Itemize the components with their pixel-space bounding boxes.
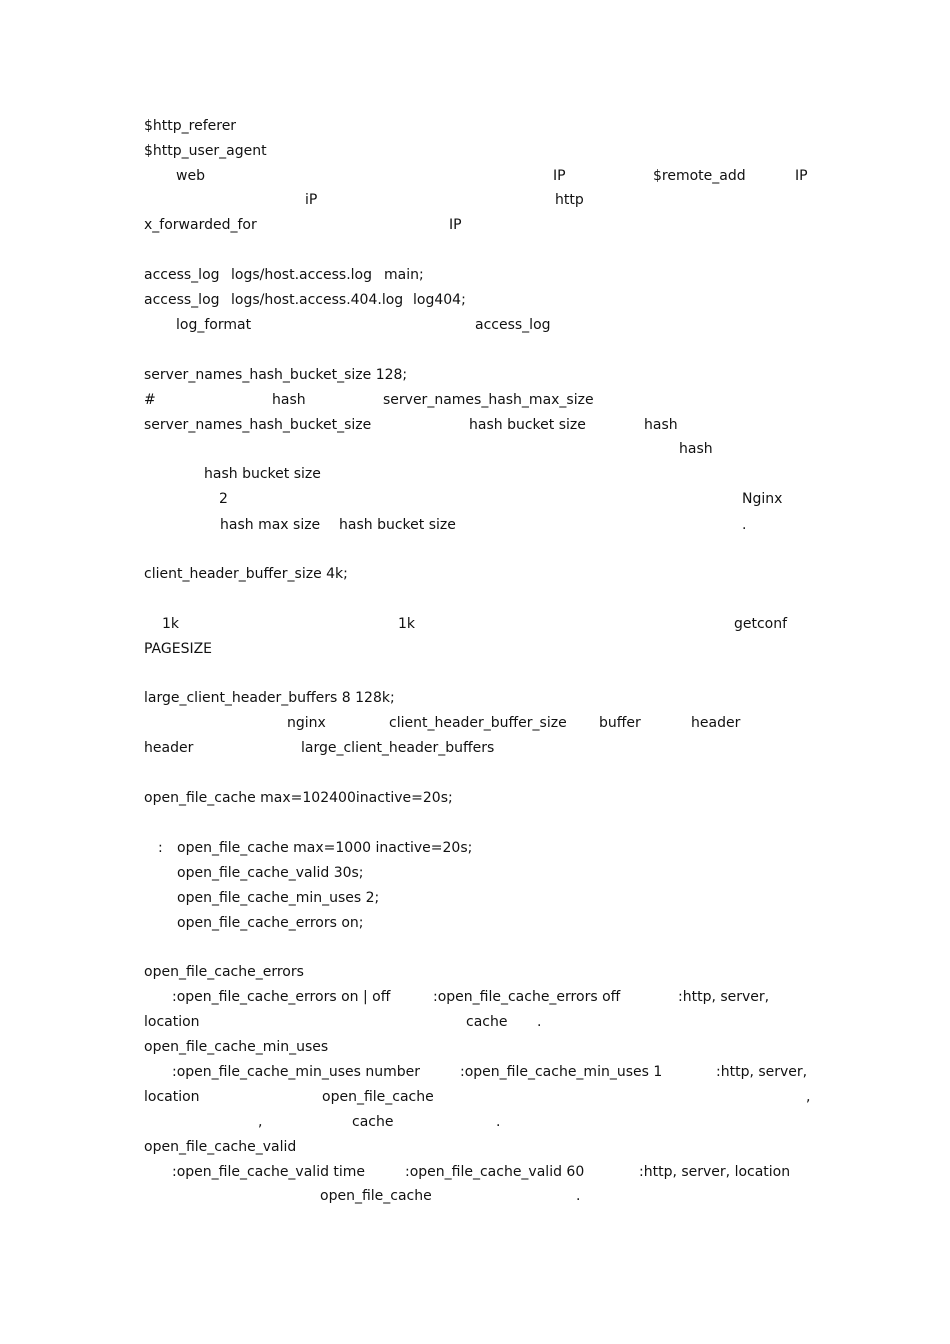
- doc-text: 1k: [398, 616, 416, 632]
- doc-text: cache: [466, 1014, 508, 1030]
- doc-text: log_format: [176, 317, 252, 333]
- doc-text: :open_file_cache_errors on | off: [172, 989, 391, 1005]
- doc-text: access_log: [144, 292, 220, 308]
- doc-text: .: [576, 1188, 581, 1204]
- doc-text: http: [555, 192, 584, 208]
- doc-text: $http_referer: [144, 118, 237, 134]
- doc-text: hash bucket size: [204, 466, 321, 482]
- doc-text: location: [144, 1014, 200, 1030]
- doc-text: cache: [352, 1114, 394, 1130]
- doc-text: hash: [644, 417, 678, 433]
- doc-text: open_file_cache_errors: [144, 964, 304, 980]
- doc-text: client_header_buffer_size 4k;: [144, 566, 348, 582]
- doc-text: open_file_cache max=1000 inactive=20s;: [177, 840, 473, 856]
- doc-text: $remote_add: [653, 168, 746, 184]
- doc-text: $http_user_agent: [144, 143, 267, 159]
- doc-text: large_client_header_buffers 8 128k;: [144, 690, 395, 706]
- doc-text: hash bucket size: [469, 417, 586, 433]
- doc-text: :open_file_cache_valid time: [172, 1164, 366, 1180]
- doc-text: header: [691, 715, 741, 731]
- doc-text: log404;: [413, 292, 466, 308]
- doc-text: logs/host.access.404.log: [231, 292, 404, 308]
- doc-text: :open_file_cache_min_uses 1: [460, 1064, 663, 1080]
- doc-text: nginx: [287, 715, 326, 731]
- doc-text: 2: [219, 491, 228, 507]
- doc-text: :http, server,: [716, 1064, 808, 1080]
- doc-text: web: [176, 168, 205, 184]
- doc-text: 1k: [162, 616, 180, 632]
- doc-text: open_file_cache_valid 30s;: [177, 865, 364, 881]
- doc-text: logs/host.access.log: [231, 267, 372, 283]
- doc-text: client_header_buffer_size: [389, 715, 567, 731]
- doc-text: main;: [384, 267, 424, 283]
- doc-text: IP: [795, 168, 808, 184]
- doc-text: .: [496, 1114, 501, 1130]
- doc-text: server_names_hash_bucket_size 128;: [144, 367, 408, 383]
- doc-text: server_names_hash_max_size: [383, 392, 594, 408]
- doc-text: open_file_cache_min_uses: [144, 1039, 329, 1055]
- doc-text: :open_file_cache_valid 60: [405, 1164, 585, 1180]
- doc-text: location: [144, 1089, 200, 1105]
- doc-text: header: [144, 740, 194, 756]
- doc-text: open_file_cache_errors on;: [177, 915, 364, 931]
- doc-text: .: [537, 1014, 542, 1030]
- doc-text: ,: [806, 1089, 811, 1105]
- doc-text: hash bucket size: [339, 517, 456, 533]
- doc-text: iP: [305, 192, 318, 208]
- doc-text: Nginx: [742, 491, 783, 507]
- doc-text: #: [144, 392, 156, 408]
- doc-text: open_file_cache: [322, 1089, 434, 1105]
- doc-text: open_file_cache max=102400inactive=20s;: [144, 790, 453, 806]
- doc-text: :: [158, 840, 163, 856]
- doc-text: :open_file_cache_errors off: [433, 989, 621, 1005]
- doc-text: access_log: [144, 267, 220, 283]
- doc-text: :open_file_cache_min_uses number: [172, 1064, 421, 1080]
- doc-text: open_file_cache_valid: [144, 1139, 297, 1155]
- doc-text: open_file_cache_min_uses 2;: [177, 890, 380, 906]
- doc-text: PAGESIZE: [144, 641, 213, 657]
- doc-text: server_names_hash_bucket_size: [144, 417, 372, 433]
- doc-text: large_client_header_buffers: [301, 740, 495, 756]
- doc-text: :http, server, location: [639, 1164, 791, 1180]
- doc-text: x_forwarded_for: [144, 217, 257, 233]
- doc-text: buffer: [599, 715, 641, 731]
- doc-text: :http, server,: [678, 989, 770, 1005]
- doc-text: ,: [258, 1114, 263, 1130]
- doc-text: hash: [679, 441, 713, 457]
- doc-text: hash max size: [220, 517, 321, 533]
- doc-text: getconf: [734, 616, 788, 632]
- doc-text: .: [742, 517, 747, 533]
- doc-text: access_log: [475, 317, 551, 333]
- doc-text: open_file_cache: [320, 1188, 432, 1204]
- doc-text: IP: [553, 168, 566, 184]
- doc-text: IP: [449, 217, 462, 233]
- doc-text: hash: [272, 392, 306, 408]
